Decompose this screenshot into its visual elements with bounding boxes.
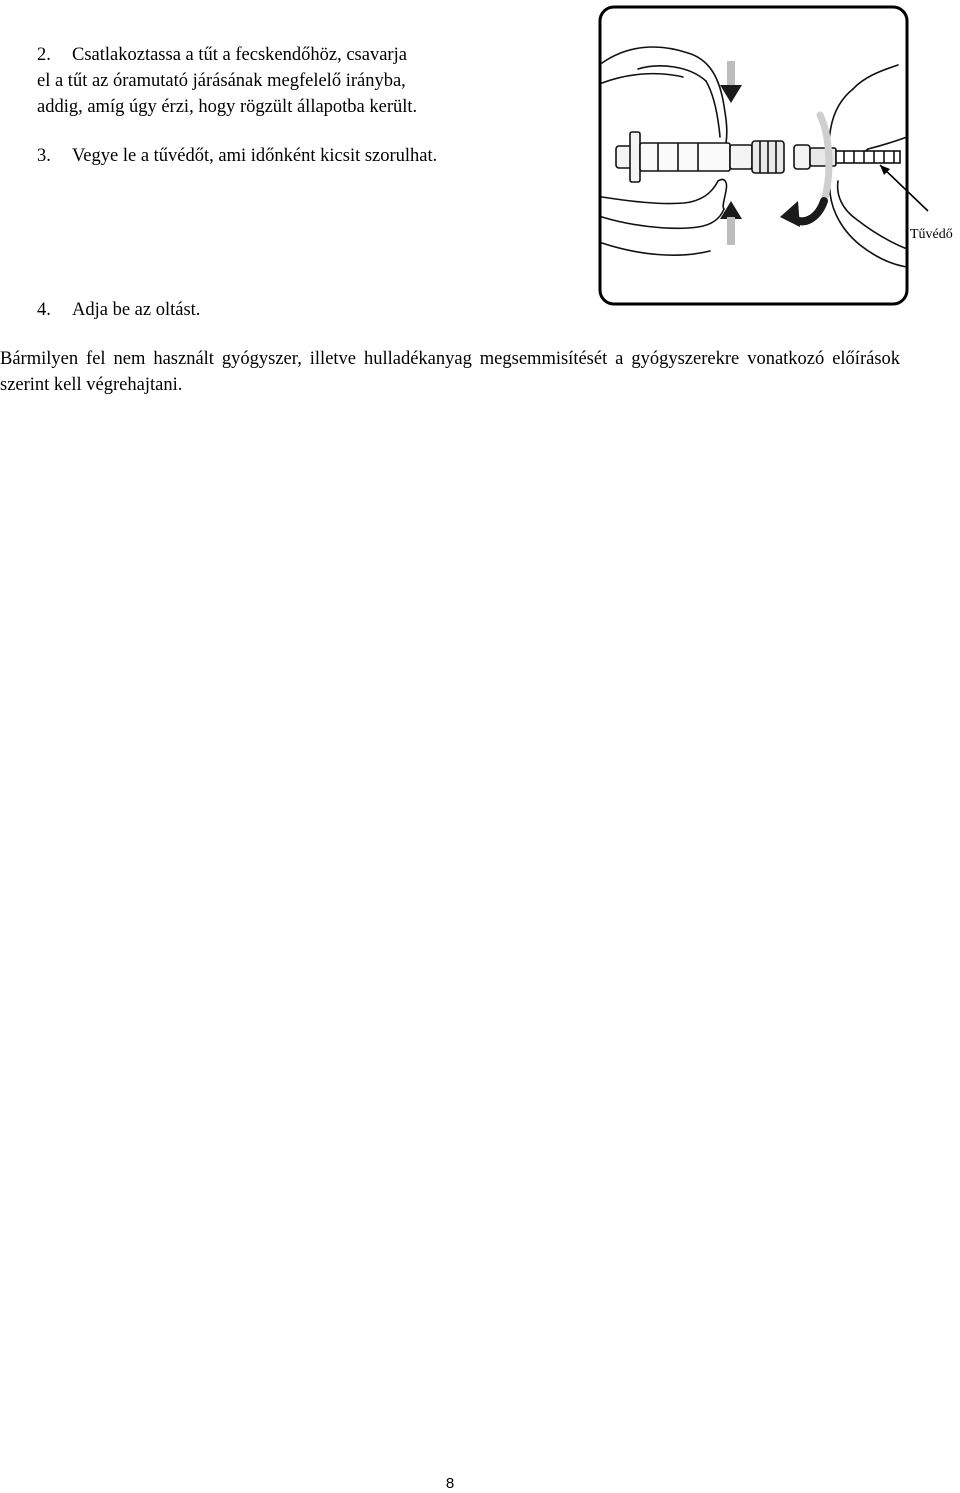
step-3 <box>37 143 597 169</box>
step-2-line-2: el a tűt az óramutató járásának megfelelő irányba, <box>37 71 406 91</box>
needle-cap-label: Tűvédő <box>910 227 953 242</box>
needle-attachment-illustration <box>598 5 960 306</box>
step-4 <box>37 297 437 323</box>
disposal-line-2: vonatkozó előírások szerint kell végrehajtani. <box>0 349 901 395</box>
step-2 <box>37 42 557 120</box>
step-3-text: Vegye le a tűvédőt, ami időnként kicsit szorulhat. <box>72 146 438 166</box>
step-2-line-1: Csatlakoztassa a tűt a fecskendőhöz, csavarja <box>72 45 407 65</box>
disposal-line-1: Bármilyen fel nem használt gyógyszer, illetve hulladékanyag megsemmisítését a gyógyszerekre <box>0 349 740 369</box>
step-3-number: 3. <box>37 146 51 166</box>
step-2-number: 2. <box>37 45 51 65</box>
step-4-number: 4. <box>37 300 51 320</box>
disposal-paragraph <box>0 346 900 398</box>
step-4-text: Adja be az oltást. <box>72 300 201 320</box>
step-2-line-3: addig, amíg úgy érzi, hogy rögzült állapotba került. <box>37 97 418 117</box>
page-number: 8 <box>445 1475 455 1492</box>
needle-attachment-figure <box>598 5 953 306</box>
